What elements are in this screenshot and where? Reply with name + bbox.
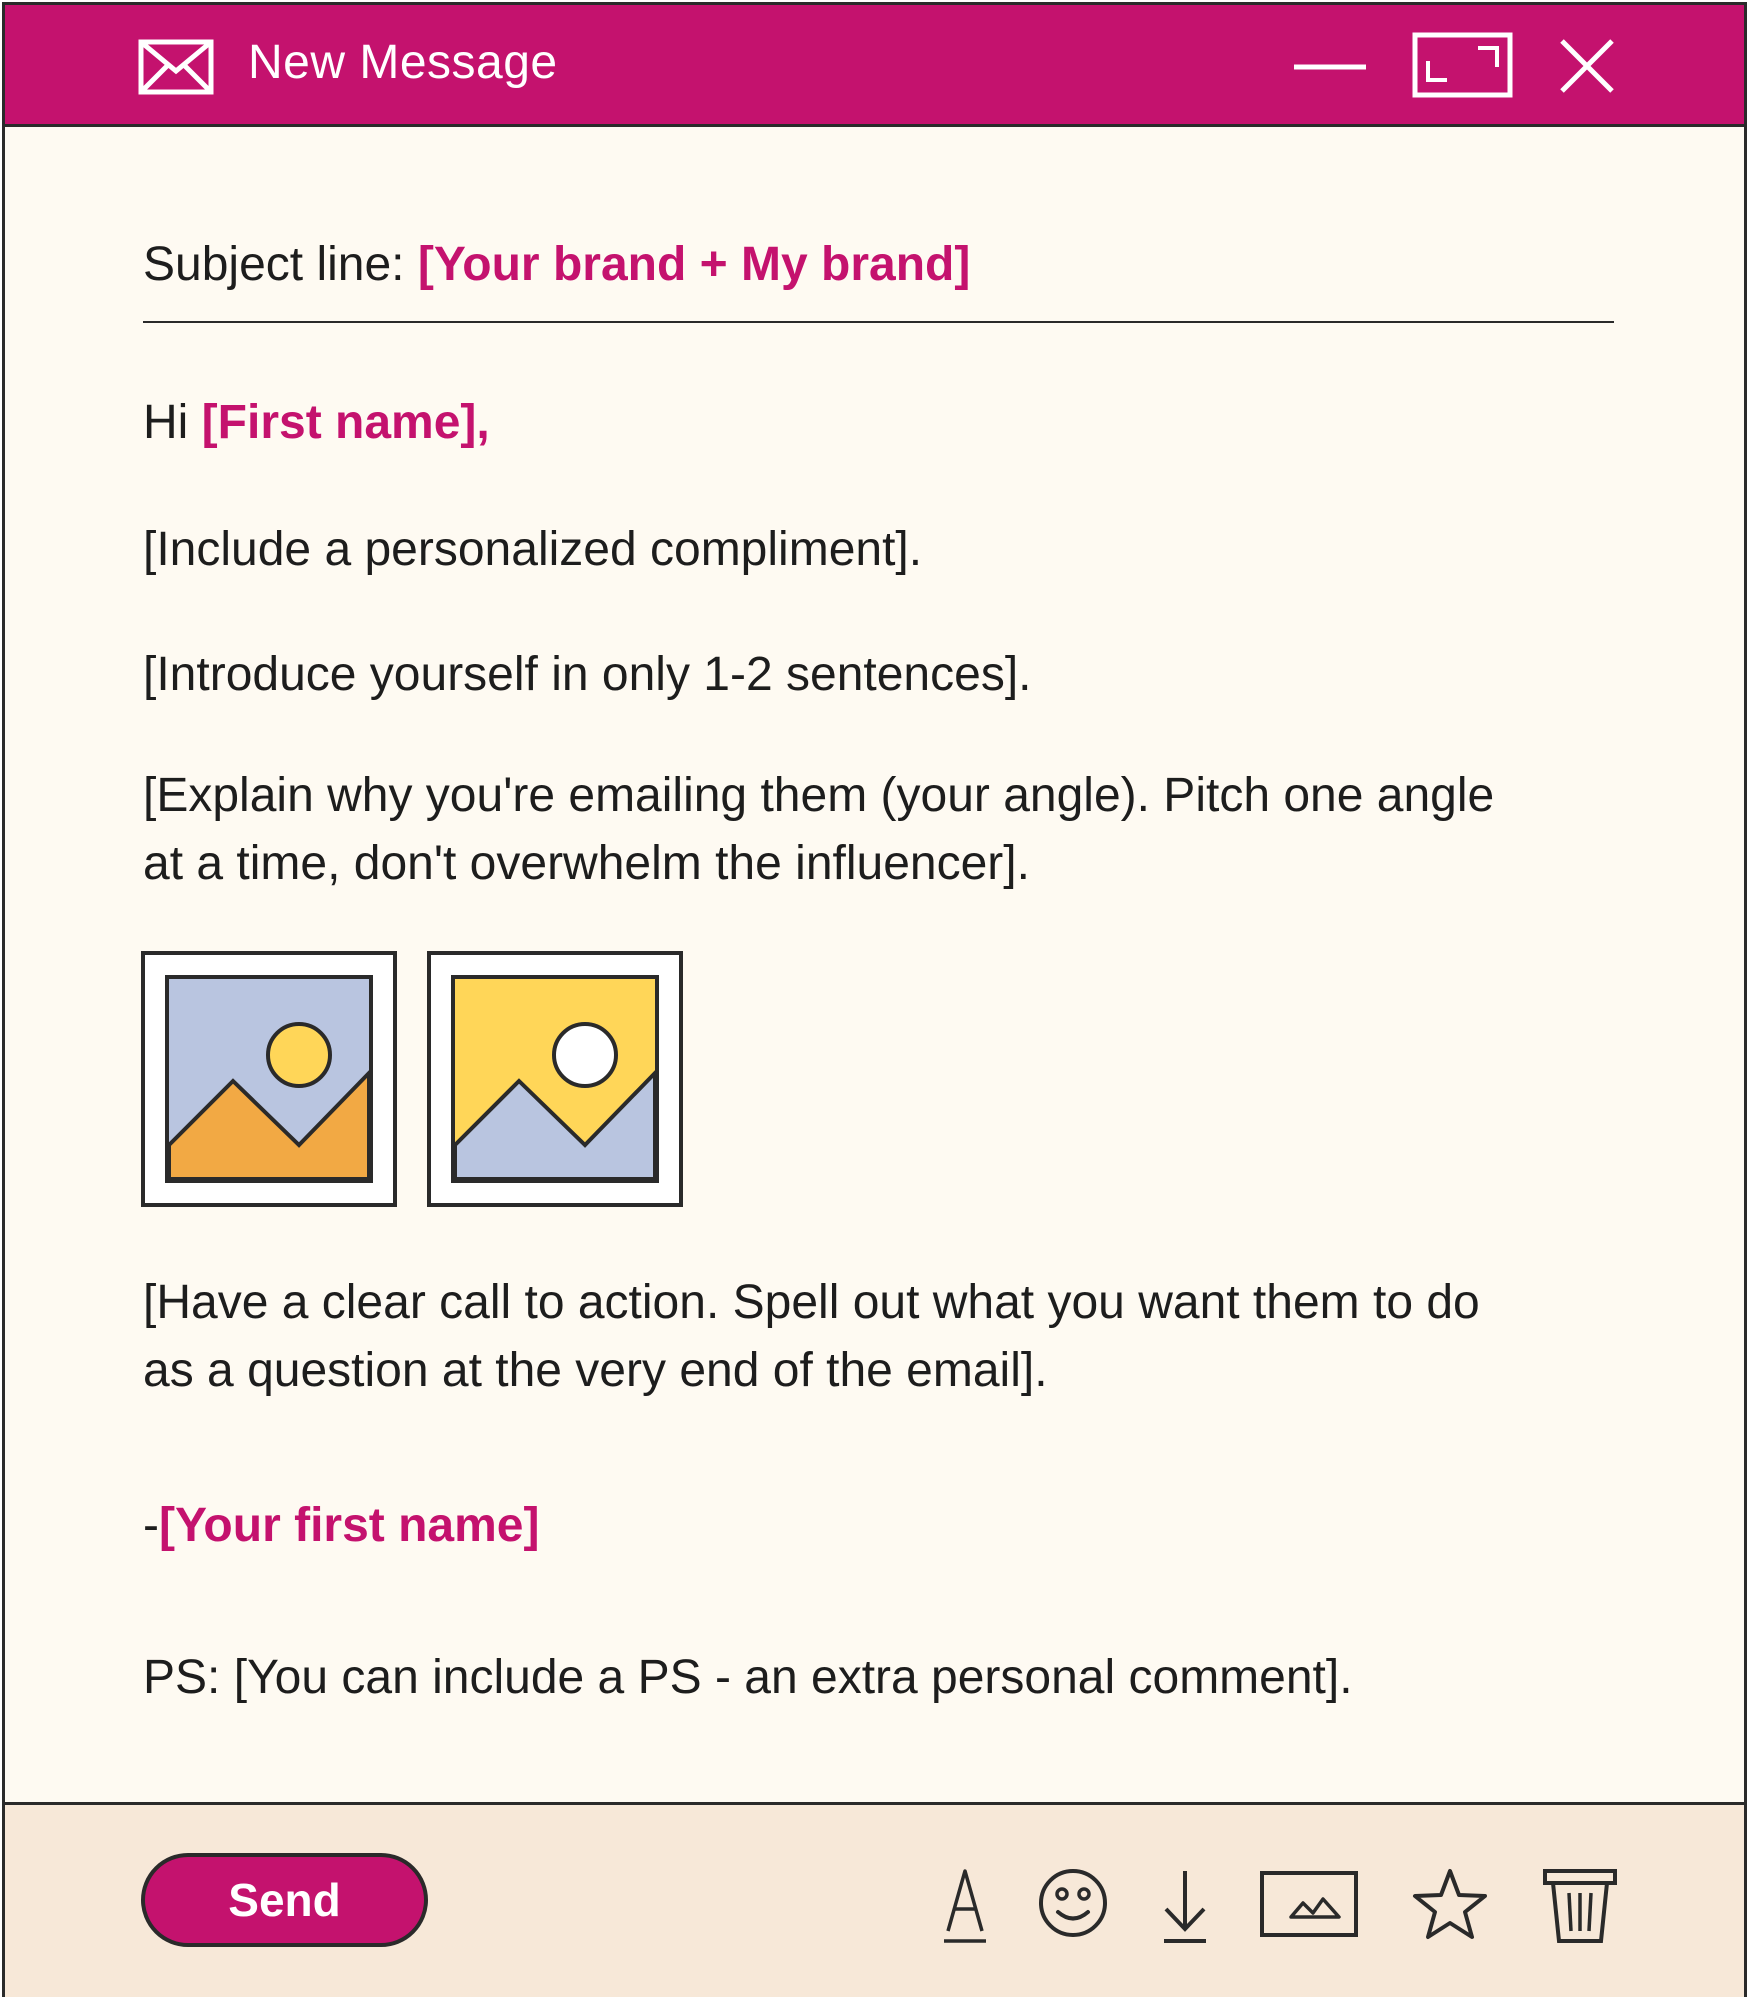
- greeting: [143, 389, 490, 457]
- paragraph-call-to-action-line-2: as a question at the very end of the email].: [143, 1344, 1048, 1397]
- maximize-icon: [1410, 30, 1515, 100]
- image-attachment-icon: [141, 951, 397, 1207]
- envelope-icon: [138, 39, 214, 95]
- delete-button[interactable]: [1535, 1865, 1625, 1945]
- insert-image-button[interactable]: [1255, 1865, 1365, 1945]
- paragraph-call-to-action-line-1: [Have a clear call to action. Spell out what you want them to do: [143, 1276, 1480, 1329]
- signature: [143, 1492, 539, 1560]
- subject-divider: [143, 321, 1614, 323]
- minimize-button[interactable]: [1290, 35, 1370, 95]
- signature-name: [Your first name]: [158, 1499, 540, 1552]
- window-title: New Message: [248, 36, 558, 89]
- star-icon: [1405, 1865, 1495, 1945]
- compose-toolbar: [5, 1802, 1744, 1997]
- close-button[interactable]: [1550, 33, 1620, 99]
- text-format-icon: [920, 1865, 1010, 1945]
- minimize-icon: [1290, 35, 1370, 95]
- image-attachments: [141, 951, 701, 1211]
- send-button[interactable]: Send: [141, 1853, 428, 1947]
- paragraph-angle-line-1: [Explain why you're emailing them (your angle). Pitch one angle: [143, 769, 1495, 822]
- image-attachment-2[interactable]: [427, 951, 683, 1207]
- download-button[interactable]: [1140, 1865, 1230, 1945]
- trash-icon: [1535, 1865, 1625, 1945]
- greeting-prefix: Hi: [143, 396, 189, 449]
- emoji-icon: [1028, 1865, 1118, 1945]
- signature-prefix: -: [143, 1499, 159, 1552]
- title-bar: [5, 5, 1744, 127]
- text-format-button[interactable]: [920, 1865, 1010, 1945]
- favorite-button[interactable]: [1405, 1865, 1495, 1945]
- subject-label: Subject line:: [143, 238, 405, 291]
- maximize-button[interactable]: [1410, 30, 1515, 100]
- emoji-button[interactable]: [1028, 1865, 1118, 1945]
- image-icon: [1255, 1865, 1365, 1945]
- close-icon: [1550, 33, 1620, 99]
- image-attachment-1[interactable]: [141, 951, 397, 1207]
- subject-value: [Your brand + My brand]: [417, 238, 971, 291]
- download-icon: [1140, 1865, 1230, 1945]
- subject-field[interactable]: [143, 231, 970, 299]
- paragraph-angle-line-2: at a time, don't overwhelm the influencer].: [143, 837, 1030, 890]
- paragraph-introduction: [Introduce yourself in only 1-2 sentences].: [143, 648, 1032, 701]
- postscript: PS: [You can include a PS - an extra personal comment].: [143, 1651, 1353, 1704]
- paragraph-compliment: [Include a personalized compliment].: [143, 523, 923, 576]
- image-attachment-icon: [427, 951, 683, 1207]
- greeting-name: [First name],: [201, 396, 490, 449]
- compose-window: [2, 2, 1747, 1997]
